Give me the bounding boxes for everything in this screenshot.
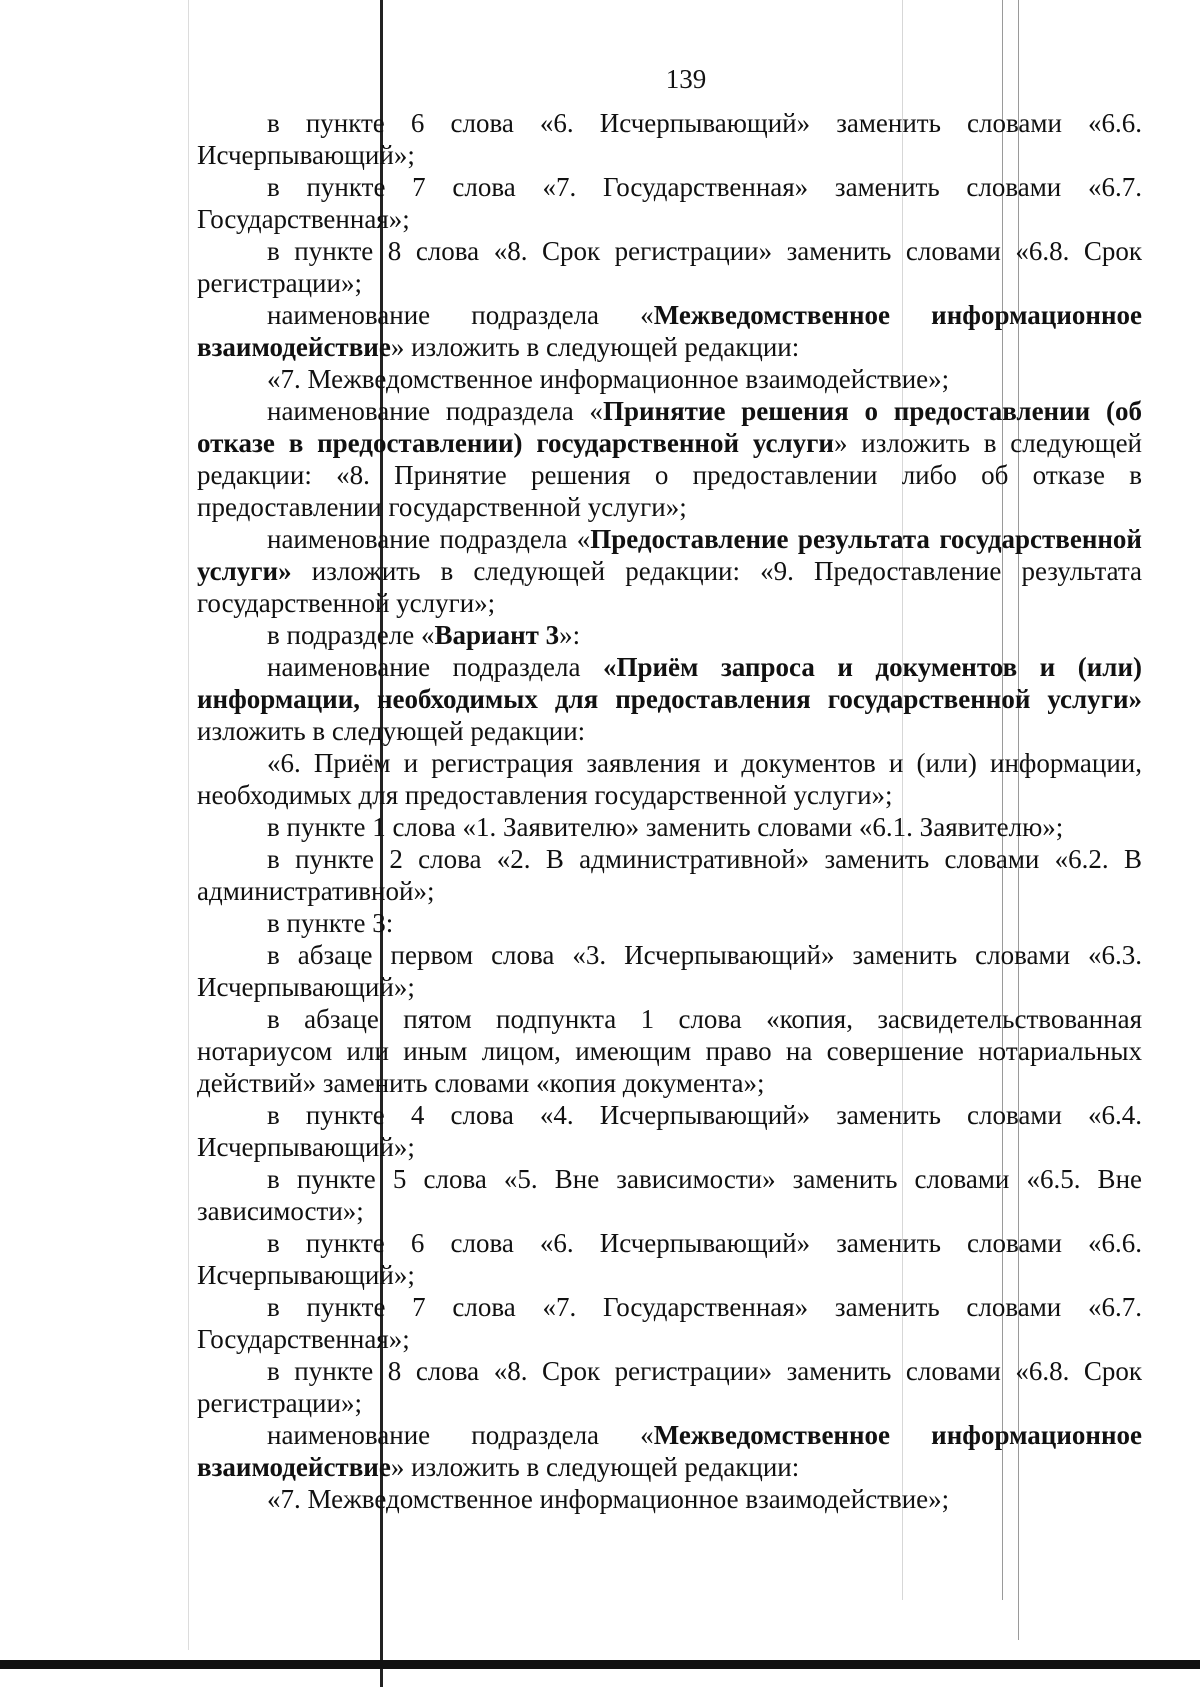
text-run: в пункте 7 слова «7. Государственная» заменить словами «6.7. Государственная»; (197, 1292, 1142, 1354)
paragraph (197, 651, 1142, 747)
paragraph (197, 299, 1142, 363)
paragraph (197, 523, 1142, 619)
text-run: в подразделе « (267, 620, 435, 650)
paragraph (197, 619, 1142, 651)
text-run: » изложить в следующей редакции: (390, 1452, 800, 1482)
text-run: «6. Приём и регистрация заявления и документов и (или) информации, необходимых для предоставления государственной услуги»; (197, 748, 1142, 810)
paragraph (197, 1291, 1142, 1355)
bold-text: Предоставление результата государственной услуги» (197, 524, 1142, 586)
text-run: в пункте 4 слова «4. Исчерпывающий» заменить словами «6.4. Исчерпывающий»; (197, 1100, 1142, 1162)
paragraph (197, 1227, 1142, 1291)
text-run: наименование подраздела « (267, 300, 654, 330)
paragraph (197, 107, 1142, 171)
paragraph (197, 1163, 1142, 1227)
text-run: наименование подраздела « (267, 524, 591, 554)
text-run: в пункте 6 слова «6. Исчерпывающий» заменить словами «6.6. Исчерпывающий»; (197, 1228, 1142, 1290)
text-run: в пункте 1 слова «1. Заявителю» заменить словами «6.1. Заявителю»; (267, 812, 1064, 842)
text-run: » изложить в следующей редакции: «8. Принятие решения о предоставлении либо об отказе в предоставлении государственной услуги»; (197, 428, 1142, 522)
text-run: в пункте 2 слова «2. В административной» заменить словами «6.2. В административной»; (197, 844, 1142, 906)
scan-fold-line-faint (188, 0, 189, 1650)
text-run: в пункте 7 слова «7. Государственная» заменить словами «6.7. Государственная»; (197, 172, 1142, 234)
paragraph (197, 1099, 1142, 1163)
text-run: в пункте 8 слова «8. Срок регистрации» заменить словами «6.8. Срок регистрации»; (197, 236, 1142, 298)
bold-text: Межведомственное информационное взаимодействие (197, 1420, 1142, 1482)
text-run: в пункте 5 слова «5. Вне зависимости» заменить словами «6.5. Вне зависимости»; (197, 1164, 1142, 1226)
paragraph (197, 939, 1142, 1003)
text-run: в абзаце первом слова «3. Исчерпывающий» заменить словами «6.3. Исчерпывающий»; (197, 940, 1142, 1002)
paragraph (197, 363, 1142, 395)
text-run: в пункте 3: (267, 908, 394, 938)
paragraph (197, 811, 1142, 843)
bold-text: «Приём запроса и документов и (или) информации, необходимых для предоставления государственной услуги» (197, 652, 1142, 714)
text-run: в абзаце пятом подпункта 1 слова «копия, засвидетельствованная нотариусом или иным лицом, имеющим право на совершение нотариальных действий» заменить словами «копия документа»; (197, 1004, 1142, 1098)
text-run: наименование подраздела (267, 652, 603, 682)
paragraph (197, 1355, 1142, 1419)
paragraph (197, 1419, 1142, 1483)
text-run: наименование подраздела « (267, 396, 603, 426)
scan-bottom-edge (0, 1660, 1200, 1669)
text-run: «7. Межведомственное информационное взаимодействие»; (267, 364, 950, 394)
bold-text: Вариант 3 (434, 620, 560, 650)
paragraph (197, 907, 1142, 939)
paragraph (197, 747, 1142, 811)
text-run: в пункте 8 слова «8. Срок регистрации» заменить словами «6.8. Срок регистрации»; (197, 1356, 1142, 1418)
paragraph (197, 1483, 1142, 1515)
text-run: изложить в следующей редакции: (197, 716, 586, 746)
paragraph (197, 235, 1142, 299)
paragraph (197, 171, 1142, 235)
paragraph (197, 843, 1142, 907)
text-run: «7. Межведомственное информационное взаимодействие»; (267, 1484, 950, 1514)
paragraph (197, 395, 1142, 523)
text-run: наименование подраздела « (267, 1420, 654, 1450)
text-run: в пункте 6 слова «6. Исчерпывающий» заменить словами «6.6. Исчерпывающий»; (197, 108, 1142, 170)
bold-text: Межведомственное информационное взаимодействие (197, 300, 1142, 362)
text-run: изложить в следующей редакции: «9. Предоставление результата государственной услуги»; (197, 556, 1142, 618)
bold-text: Принятие решения о предоставлении (об отказе в предоставлении) государственной услуги (197, 396, 1142, 458)
document-body (197, 107, 1142, 1515)
text-run: »: (559, 620, 581, 650)
page-number: 139 (665, 64, 707, 94)
paragraph (197, 1003, 1142, 1099)
text-run: » изложить в следующей редакции: (390, 332, 800, 362)
